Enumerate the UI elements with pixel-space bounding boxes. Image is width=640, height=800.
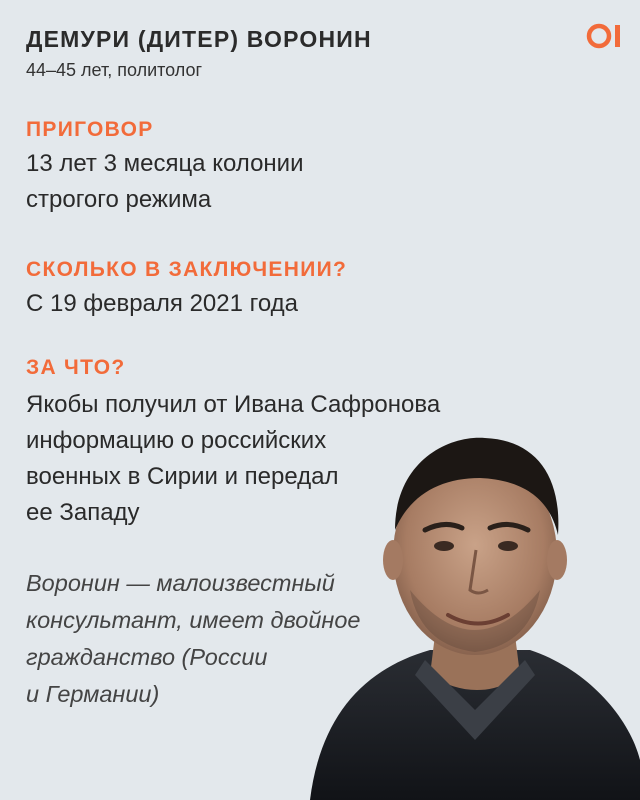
sentence-text <box>26 146 303 218</box>
note-line: гражданство (России <box>26 644 268 670</box>
charges-heading: ЗА ЧТО? <box>26 356 126 379</box>
background-note <box>26 565 360 713</box>
note-line: Воронин — малоизвестный <box>26 570 335 596</box>
charges-line: информацию о российских <box>26 427 327 454</box>
sentence-line: строгого режима <box>26 186 212 213</box>
charges-line: Якобы получил от Ивана Сафронова <box>26 391 441 418</box>
sentence-heading: ПРИГОВОР <box>26 118 154 141</box>
charges-line: ее Западу <box>26 499 140 526</box>
person-name: ДЕМУРИ (ДИТЕР) ВОРОНИН <box>26 26 372 52</box>
media-logo-icon <box>586 20 626 52</box>
note-line: и Германии) <box>26 681 160 707</box>
detention-line: С 19 февраля 2021 года <box>26 290 299 317</box>
detention-heading: СКОЛЬКО В ЗАКЛЮЧЕНИИ? <box>26 258 348 281</box>
sentence-line: 13 лет 3 месяца колонии <box>26 150 304 177</box>
note-line: консультант, имеет двойное <box>26 607 361 633</box>
charges-line: военных в Сирии и передал <box>26 463 339 490</box>
person-subtitle: 44–45 лет, политолог <box>26 60 203 80</box>
detention-text <box>26 286 298 322</box>
